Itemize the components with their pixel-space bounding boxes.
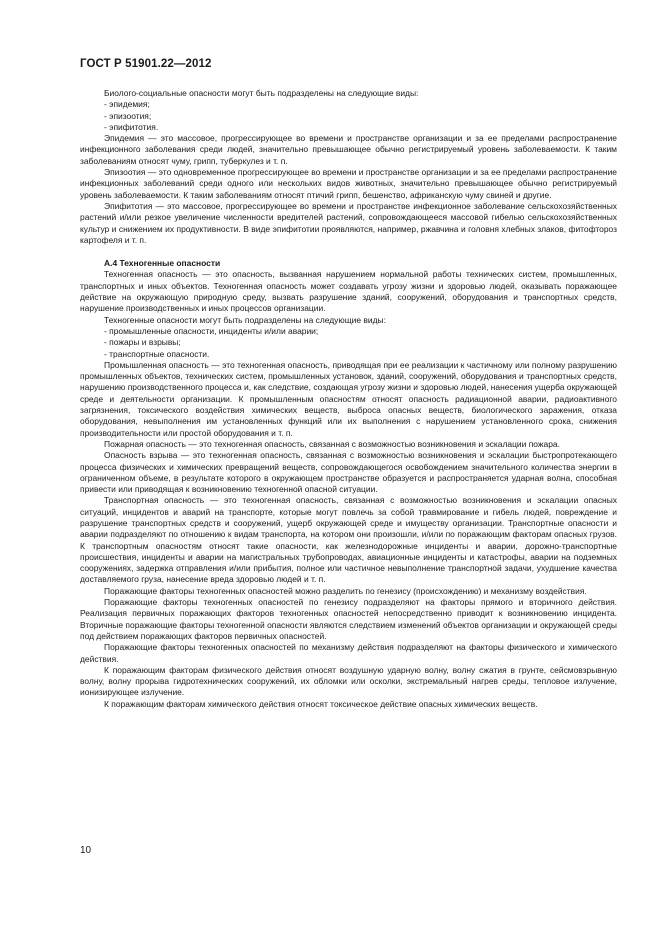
list-item: - эпидемия; [104,99,150,110]
paragraph-factors-physical: К поражающим факторам физического действия относят воздушную ударную волну, волну сжатия в грунте, сейсмовзрывную волну, волну прорыва гидротехнических сооружений, их обломки или осколки, экстремальный нагрев среды, тепловое излучение, ионизирующее излучение. [80,664,617,698]
paragraph-tech-def: Техногенная опасность — это опасность, вызванная нарушением нормальной работы технических систем, промышленных, транспортных и иных объектов. Техногенная опасность может создавать угрозу жизни и здоровью людей, оказывать поражающее действие на окружающую природную среду, вызвать разрушение зданий, сооружений, оборудования и транспортных средств, нарушение производственных и иных процессов организации. [80,269,617,314]
document-header: ГОСТ Р 51901.22—2012 [80,58,212,70]
paragraph-epidemic: Эпидемия — это массовое, прогрессирующее во времени и пространстве организации и за ее пределами распространение инфекционного заболевания среди людей, значительно превышающее обычно регистрируемый уровень заболеваемости. К таким заболеваниям относят чуму, грипп, туберкулез и т. п. [80,133,617,166]
paragraph-factors-chemical: К поражающим факторам химического действия относят токсическое действие опасных химических веществ. [104,698,538,709]
paragraph-factors-genesis: Поражающие факторы техногенных опасностей можно разделить по генезису (происхождению) и механизму воздействия. [104,585,587,596]
paragraph-bio-intro: Биолого-социальные опасности могут быть подразделены на следующие виды: [104,88,419,98]
paragraph-factors-primary: Поражающие факторы техногенных опасностей по генезису подразделяют на факторы прямого и вторичного действия. Реализация первичных поражающих факторов техногенных опасностей непосредственно приводит к возникновению инцидента. Вторичные поражающие факторы техногенной опасности являются следствием изменений объектов организации и окружающей среды под действием поражающих факторов первичных опасностей. [80,597,617,641]
paragraph-factors-mechanism: Поражающие факторы техногенных опасностей по механизму действия подразделяют на факторы физического и химического действия. [80,642,617,664]
paragraph-industrial: Промышленная опасность — это техногенная опасность, приводящая при ее реализации к частичному или полному разрушению промышленных объектов, технических систем, промышленных установок, зданий, сооружений, оборудования и транспортных средств, нарушению производственного процесса и, как следствие, создающая угрозу жизни и здоровью людей, нанесения ущерба окружающей среде и деятельности организации. К промышленным опасностям относят опасность радиационной аварии, радиоактивного загрязнения, токсического воздействия химических веществ, выброса опасных веществ, биологического заражения, отказа оборудования, невыполнения им установленных функций или их выполнения с нарушением установленного срока, снижения производительности или простой оборудования и т. п. [80,359,617,438]
list-item: - эпифитотия. [104,121,159,132]
section-heading: А.4 Техногенные опасности [104,258,221,269]
page-number: 10 [80,845,92,856]
paragraph-fire: Пожарная опасность — это техногенная опасность, связанная с возможностью возникновения и эскалации пожара. [104,438,560,449]
paragraph-epiphytotic: Эпифитотия — это массовое, прогрессирующее во времени и пространстве инфекционное заболевание сельскохозяйственных растений и/или резкое увеличение численности вредителей растений, сопровождающееся массовой гибелью сельскохозяйственных культур и снижением их продуктивности. В виде эпифитотии проявляются, например, ржавчина и головня хлебных злаков, фитофтороз картофеля и т. п. [80,200,617,245]
document-body [80,88,617,710]
list-item: - эпизоотия; [104,110,152,121]
paragraph-tech-intro: Техногенные опасности могут быть подразделены на следующие виды: [104,314,386,325]
paragraph-transport: Транспортная опасность — это техногенная опасность, связанная с возможностью возникновения и эскалации опасных ситуаций, инцидентов и аварий на транспорте, которые могут повлечь за собой травмирование и гибель людей, повреждение и разрушение транспортных средств и сооружений, ущерб окружающей среде и имуществу организации. Транспортные опасности и аварии подразделяют по отношению к видам транспорта, на котором они произошли, и/или по поражающим факторам опасных грузов. К транспортным опасностям относят такие опасности, как железнодорожные инциденты и аварии, дорожно-транспортные происшествия, инциденты и аварии на магистральных трубопроводах, авиационные инциденты и катастрофы, аварии на подземных сооружениях, задержка отправления и/или прибытия, полное или частичное невыполнение транспортной задачи, ухудшение качества доставляемого груза, нанесение вреда здоровью людей и т. п. [80,495,617,585]
list-item: - промышленные опасности, инциденты и/или аварии; [104,325,319,336]
paragraph-explosion: Опасность взрыва — это техногенная опасность, связанная с возможностью возникновения и эскалации быстропротекающего процесса физических и химических превращений веществ, сопровождающегося освобождением значительного количества энергии в ограниченном объеме, в результате которого в окружающем пространстве образуется и распространяется ударная волна, способная привести или приводящая к возникновению техногенной опасной ситуации. [80,450,617,495]
list-item: - пожары и взрывы; [104,337,181,348]
paragraph-epizootic: Эпизоотия — это одновременное прогрессирующее во времени и пространстве организации и за ее пределами распространение инфекционных заболеваний среди одного или нескольких видов животных, значительно превышающее обычно регистрируемый уровень заболеваемости. К таким заболеваниям относят птичий грипп, бешенство, африканскую чуму свиней и другие. [80,167,617,200]
list-item: - транспортные опасности. [104,348,210,359]
